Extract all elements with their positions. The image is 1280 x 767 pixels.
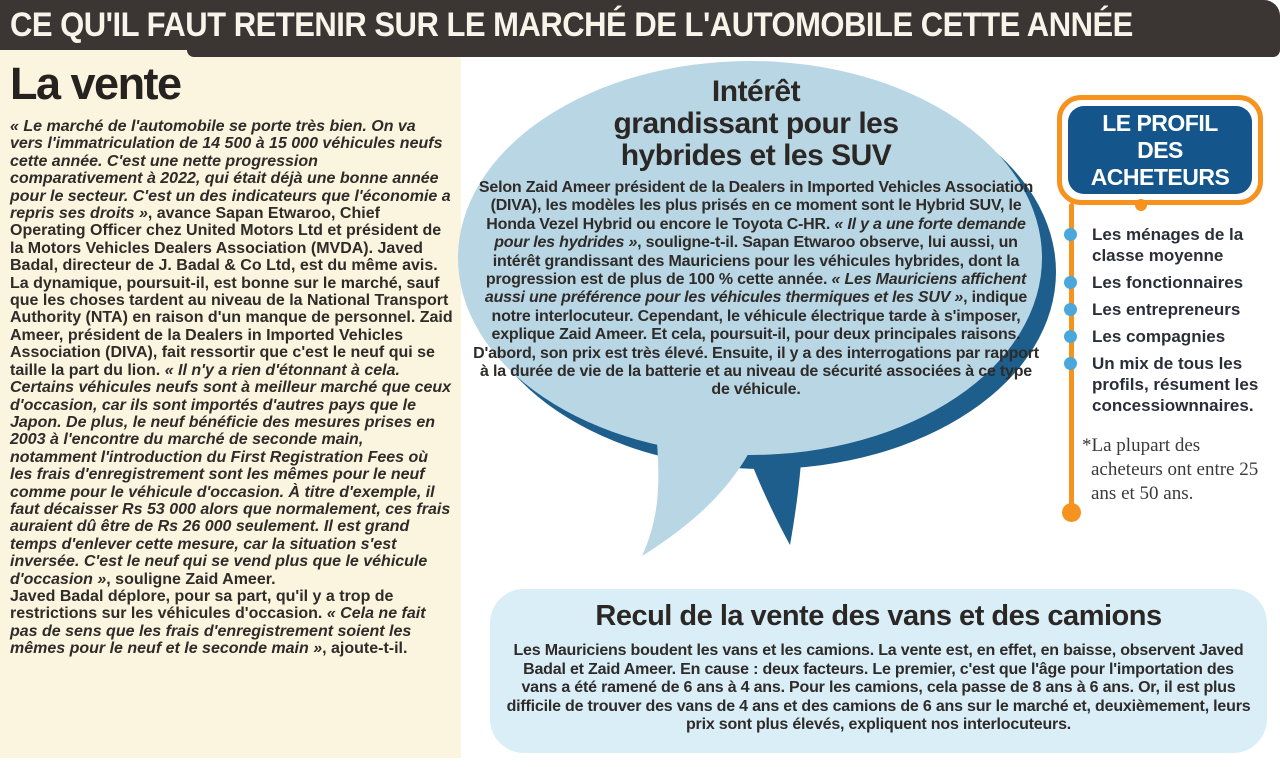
bubble-title-line-3: hybrides et les SUV bbox=[620, 139, 892, 172]
list-item-label: Un mix de tous les profils, résument les concessiownnaires. bbox=[1092, 354, 1259, 415]
page-title: CE QU'IL FAUT RETENIR SUR LE MARCHÉ DE L'AUTOMOBILE CETTE ANNÉE bbox=[10, 4, 1133, 45]
profile-footnote: *La plupart des acheteurs ont entre 25 ans et 50 ans. bbox=[1082, 435, 1259, 504]
list-item bbox=[1056, 224, 1270, 266]
list-item-label: Les ménages de la classe moyenne bbox=[1092, 225, 1244, 265]
sale-quote-1: « Le marché de l'automobile se porte très bien. On va vers l'immatriculation de 14 500 à 15 000 véhicules neufs cette année. C'est une nette progression comparativement à 2022, qui était déjà une bonne année pour le secteur. C'est un des indicateurs que l'économie a repris ses droits » bbox=[10, 118, 451, 223]
profile-title-box bbox=[1057, 95, 1263, 205]
trucks-body: Les Mauriciens boudent les vans et les camions. La vente est, en effet, en baisse, observent Javed Badal et Zaid Ameer. En cause : deux facteurs. Le premier, c'est que l'âge pour l'importation des vans a été ramené de 6 ans à 4 ans. Pour les camions, cela passe de 8 ans à 6 ans. Or, il est plus difficile de trouver des vans de 4 ans et des camions de 6 ans sur le marché et, deuxièmement, leurs prix sont plus élevés, expliquent nos interlocuteurs. bbox=[506, 642, 1251, 734]
sale-section bbox=[0, 50, 461, 758]
bullet-dot-icon bbox=[1064, 303, 1077, 316]
bullet-dot-icon bbox=[1064, 357, 1077, 370]
header-bar bbox=[0, 0, 1280, 50]
bubble-text-2: , souligne-t-il. Sapan Etwaroo observe, lui aussi, un intérêt grandissant des Mauriciens pour les véhicules hybrides, dont la progression est de plus de 100 % cette année. bbox=[485, 234, 1020, 289]
bubble-title-line-2: grandissant pour les bbox=[613, 107, 899, 140]
bullet-dot-icon bbox=[1064, 228, 1077, 241]
sale-text-1: , avance Sapan Etwaroo, Chief Operating Officer chez United Motors Ltd et président de la Motors Vehicles Dealers Association (MVDA). Javed Badal, directeur de J. Badal & Co Ltd, est du même avis. La dynamique, poursuit-il, est bonne sur le marché, sauf que les choses tardent au niveau de la National Transport Authority (NTA) en raison d'un manque de personnel. Zaid Ameer, président de la Dealers in Imported Vehicles Association (DIVA), fait ressortir que c'est le neuf qui se taille la part du lion. bbox=[10, 205, 453, 379]
list-item bbox=[1056, 299, 1270, 320]
sale-quote-3: « Cela ne fait pas de sens que les frais d'enregistrement soient les mêmes pour le neuf et le seconde main » bbox=[10, 605, 426, 658]
profile-title-line-3: ACHETEURS bbox=[1090, 163, 1230, 190]
bullet-dot-icon bbox=[1064, 276, 1077, 289]
list-item bbox=[1056, 353, 1270, 416]
profile-title-line-2: DES bbox=[1137, 136, 1183, 163]
orange-dot-icon bbox=[1062, 503, 1081, 522]
bubble-text-3: , indique notre interlocuteur. Cependant, le véhicule électrique tarde à s'imposer, explique Zaid Ameer. Et cela, poursuit-il, pour deux principales raisons. D'abord, son prix est très élevé. Ensuite, il y a des interrogations par rapport à la durée de vie de la batterie et au niveau de sécurité associées à ce type de véhicule. bbox=[473, 289, 1039, 399]
trucks-section bbox=[490, 589, 1267, 753]
profile-title bbox=[1068, 106, 1252, 194]
buyer-profile-list bbox=[1056, 224, 1270, 422]
hybrids-bubble bbox=[470, 76, 1042, 400]
sale-heading: La vente bbox=[10, 58, 181, 109]
bubble-title-line-1: Intérêt bbox=[711, 75, 801, 108]
profile-title-line-1: LE PROFIL bbox=[1102, 109, 1218, 136]
bubble-quote-1: « Il y a une forte demande pour les hydrides » bbox=[494, 215, 1026, 252]
list-item bbox=[1056, 326, 1270, 347]
sale-quote-2: « Il n'y a rien d'étonnant à cela. Certains véhicules neufs sont à meilleur marché que ceux d'occasion, car ils sont importés d'autres pays que le Japon. De plus, le neuf bénéficie des mesures prises en 2003 à l'encontre du marché de seconde main, notamment l'introduction du First Registration Fees où les frais d'enregistrement sont les mêmes pour le neuf comme pour le véhicule d'occasion. À titre d'exemple, il faut décaisser Rs 53 000 alors que normalement, ces frais auraient dû être de Rs 26 000 seulement. Il est grand temps d'enlever cette mesure, car la situation s'est inversée. C'est le neuf qui se vend plus que le véhicule d'occasion » bbox=[10, 361, 452, 588]
trucks-title: Recul de la vente des vans et des camions bbox=[595, 600, 1162, 632]
sale-text-4: , ajoute-t-il. bbox=[322, 640, 408, 658]
header-bar-extension bbox=[187, 50, 1280, 57]
list-item-label: Les compagnies bbox=[1092, 327, 1226, 346]
list-item-label: Les entrepreneurs bbox=[1092, 300, 1241, 319]
sale-text-3: Javed Badal déplore, pour sa part, qu'il y a trop de restrictions sur les véhicules d'occasion. bbox=[10, 587, 394, 623]
sale-paragraph-2 bbox=[10, 588, 453, 658]
bubble-quote-2: « Les Mauriciens affichent aussi une préférence pour les véhicules thermiques et les SUV » bbox=[484, 271, 1027, 307]
bullet-dot-icon bbox=[1064, 330, 1077, 343]
sale-paragraph-1 bbox=[10, 118, 453, 588]
list-item-label: Les fonctionnaires bbox=[1092, 273, 1244, 292]
bubble-body bbox=[470, 179, 1042, 400]
bubble-text-1: Selon Zaid Ameer président de la Dealers in Imported Vehicles Association (DIVA), les modèles les plus prisés en ce moment sont le Hybrid SUV, le Honda Vezel Hybrid ou encore le Toyota C-HR. bbox=[478, 179, 1034, 233]
bubble-title bbox=[470, 76, 1042, 172]
sale-text-2: , souligne Zaid Ameer. bbox=[106, 570, 276, 588]
orange-dot-icon bbox=[1135, 199, 1147, 211]
list-item bbox=[1056, 272, 1270, 293]
